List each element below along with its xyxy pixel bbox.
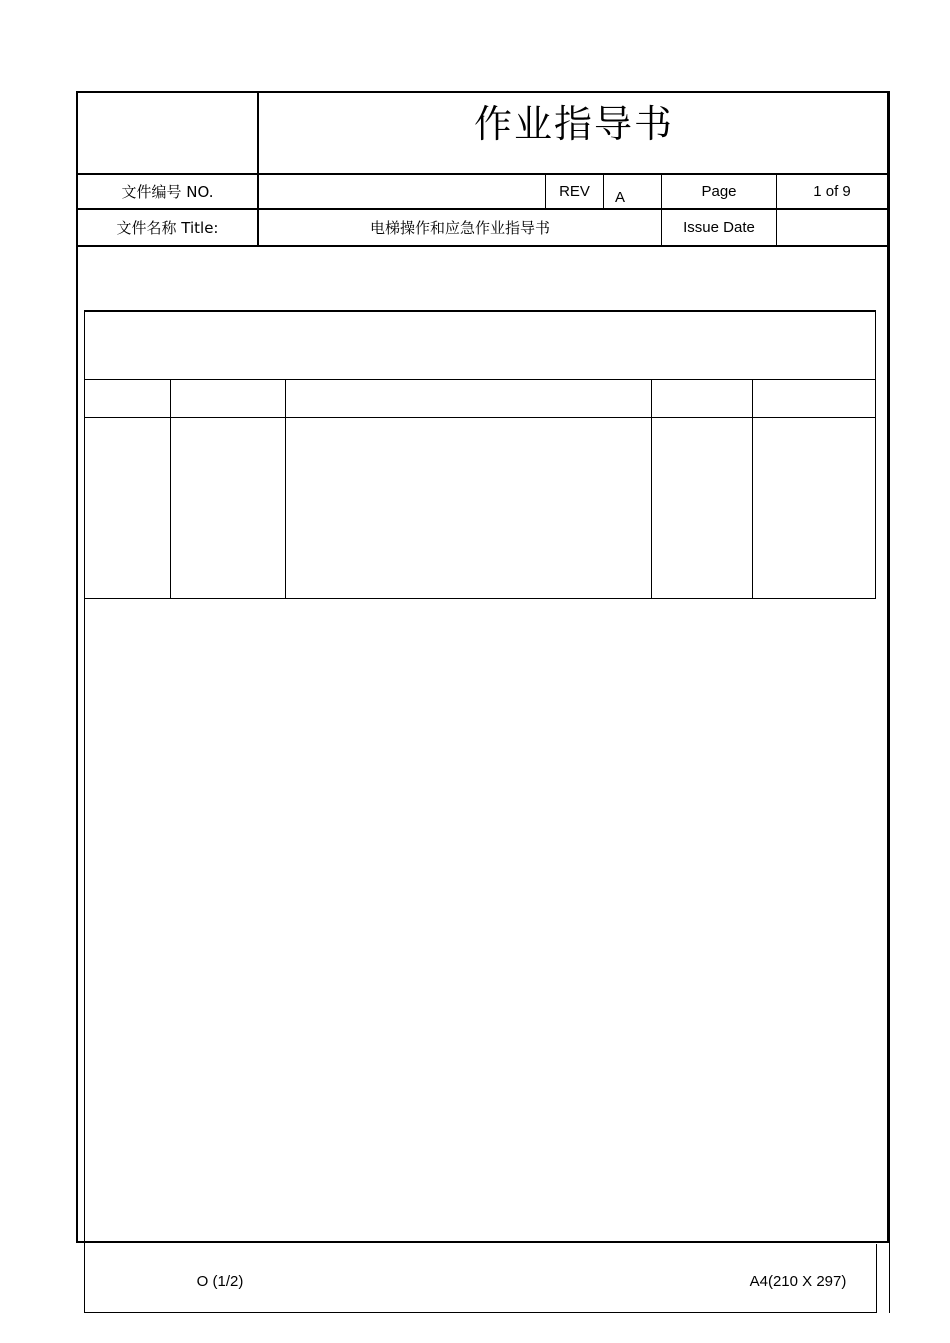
revision-col-line-2 (285, 379, 286, 599)
doc-title-value: 电梯操作和应急作业指导书 (369, 219, 550, 237)
footer-right-line (876, 1244, 877, 1313)
footer-form-code: O (1/2) (196, 1272, 244, 1290)
issue-date-label: Issue Date (683, 219, 755, 236)
revision-table-header-top (84, 379, 876, 380)
doc-no-value (259, 175, 545, 208)
page-label: Page (701, 183, 737, 200)
document-frame (76, 91, 889, 1243)
body-inner-left-line (84, 599, 85, 1313)
frame-right-extension (889, 91, 890, 1313)
rev-value: A (614, 189, 625, 206)
page-value: 1 of 9 (813, 183, 851, 200)
doc-no-label: 文件编号 NO. (121, 183, 214, 201)
revision-col-line-3 (651, 379, 652, 599)
footer-paper-size: A4(210 X 297) (749, 1272, 847, 1290)
rev-label: REV (559, 183, 590, 200)
revision-table (84, 310, 876, 599)
revision-col-line-1 (170, 379, 171, 599)
revision-col-line-4 (752, 379, 753, 599)
footer-bottom-line (84, 1312, 876, 1313)
header-divider-3 (76, 245, 889, 247)
issue-date-value (777, 210, 887, 245)
page-title: 作业指导书 (473, 102, 674, 146)
revision-table-header-bottom (84, 417, 876, 418)
doc-title-label: 文件名称 Title: (116, 219, 219, 237)
